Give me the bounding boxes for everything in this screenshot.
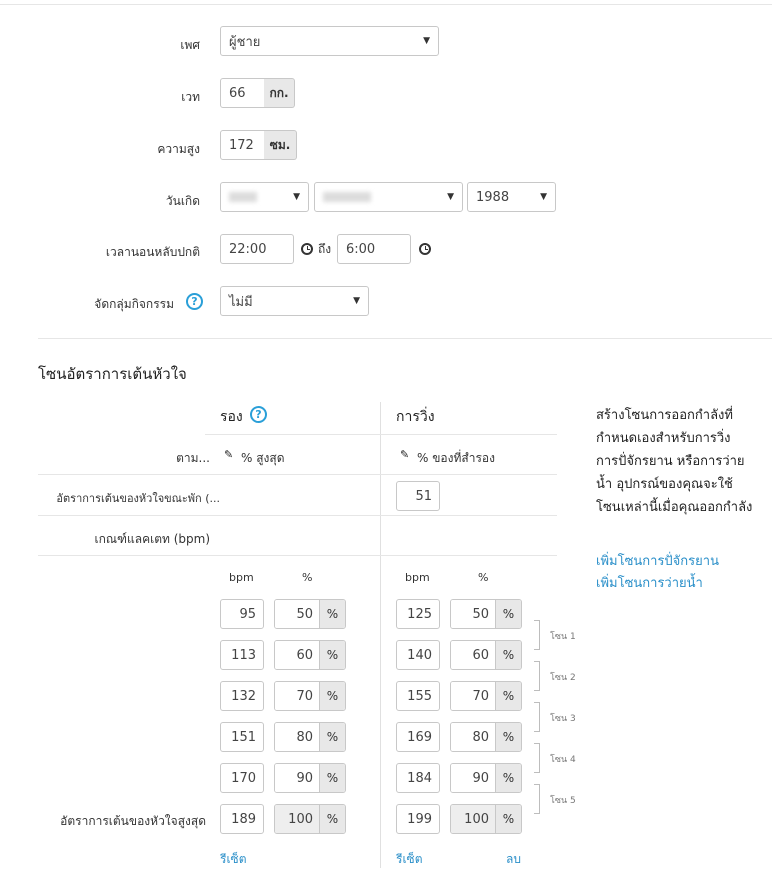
zone-bracket	[534, 661, 540, 691]
default-bpm-input[interactable]: 132	[220, 681, 264, 711]
pct-value[interactable]: 60	[451, 641, 495, 669]
weight-input[interactable]: 66	[220, 78, 265, 108]
default-bpm-input[interactable]: 113	[220, 640, 264, 670]
gender-label: เพศ	[180, 38, 200, 52]
birthday-label: วันเกิด	[165, 194, 200, 208]
sleep-label: เวลานอนหลับปกติ	[105, 245, 200, 259]
alarm-clock-icon[interactable]	[301, 243, 313, 255]
gender-select[interactable]	[220, 26, 439, 56]
running-bpm-input[interactable]: 140	[396, 640, 440, 670]
running-pct-input[interactable]	[450, 640, 522, 670]
by-label: ตาม...	[176, 451, 210, 465]
running-bpm-input[interactable]: 169	[396, 722, 440, 752]
help-icon[interactable]: ?	[250, 406, 267, 423]
pct-unit: %	[319, 641, 345, 669]
birth-day-select[interactable]	[220, 182, 309, 212]
gender-value: ผู้ชาย	[229, 34, 261, 50]
running-bpm-input[interactable]: 125	[396, 599, 440, 629]
default-pct-input[interactable]	[274, 763, 346, 793]
zone-label: โซน 3	[550, 714, 576, 724]
running-basis-link[interactable]: % ของที่สำรอง	[417, 451, 495, 465]
zone-label: โซน 1	[550, 632, 576, 642]
birth-year-select[interactable]	[467, 182, 556, 212]
pct-value: 100	[451, 805, 495, 833]
blurred-month	[323, 192, 371, 202]
pct-value[interactable]: 80	[275, 723, 319, 751]
birth-year-value: 1988	[476, 189, 510, 205]
zone-bracket	[534, 702, 540, 732]
running-pct-input[interactable]	[450, 681, 522, 711]
help-icon[interactable]: ?	[186, 293, 203, 310]
bpm-header: bpm	[229, 571, 254, 584]
default-pct-input[interactable]	[274, 640, 346, 670]
running-bpm-input[interactable]: 184	[396, 763, 440, 793]
default-max-pct-input	[274, 804, 346, 834]
default-basis-link[interactable]: % สูงสุด	[241, 451, 285, 465]
zone-bracket	[534, 784, 540, 814]
activity-select[interactable]	[220, 286, 369, 316]
section-divider	[38, 338, 772, 339]
pct-unit: %	[319, 805, 345, 833]
running-pct-input[interactable]	[450, 722, 522, 752]
pct-value: 100	[275, 805, 319, 833]
row-divider	[38, 555, 557, 556]
hr-zones-title: โซนอัตราการเต้นหัวใจ	[38, 365, 187, 383]
pct-unit: %	[319, 600, 345, 628]
row-divider	[205, 434, 557, 435]
default-bpm-input[interactable]: 95	[220, 599, 264, 629]
activity-label: จัดกลุ่มกิจกรรม	[94, 297, 174, 311]
sleep-to-label: ถึง	[318, 242, 332, 256]
pct-value[interactable]: 50	[275, 600, 319, 628]
height-unit: ซม.	[264, 130, 297, 160]
zone-label: โซน 2	[550, 673, 576, 683]
pencil-icon[interactable]: ✎	[224, 448, 234, 461]
running-reset-link[interactable]: รีเซ็ต	[396, 852, 423, 866]
pct-unit: %	[495, 600, 521, 628]
running-bpm-input[interactable]: 155	[396, 681, 440, 711]
pct-unit: %	[495, 805, 521, 833]
alarm-clock-icon[interactable]	[419, 243, 431, 255]
weight-label: เวท	[181, 90, 200, 104]
add-swim-zones-link[interactable]: เพิ่มโซนการว่ายน้ำ	[596, 576, 703, 591]
default-pct-input[interactable]	[274, 681, 346, 711]
weight-unit: กก.	[264, 78, 295, 108]
pct-unit: %	[495, 641, 521, 669]
pct-unit: %	[495, 682, 521, 710]
max-hr-label: อัตราการเต้นของหัวใจสูงสุด	[60, 814, 206, 828]
row-divider	[38, 515, 557, 516]
height-input[interactable]: 172	[220, 130, 265, 160]
zone-bracket	[534, 743, 540, 773]
pct-unit: %	[495, 723, 521, 751]
birth-month-select[interactable]	[314, 182, 463, 212]
running-pct-input[interactable]	[450, 763, 522, 793]
pct-value[interactable]: 60	[275, 641, 319, 669]
row-divider	[38, 474, 557, 475]
pct-value[interactable]: 80	[451, 723, 495, 751]
chevron-down-icon: ▼	[293, 192, 300, 202]
side-description: สร้างโซนการออกกำลังที่กำหนดเองสำหรับการวิ่ง การปั่จักรยาน หรือการว่ายน้ำ อุปกรณ์ของคุณจะใช้โซนเหล่านี้เมื่อคุณออกกำลัง	[596, 408, 753, 515]
running-max-bpm-input[interactable]: 199	[396, 804, 440, 834]
pct-unit: %	[319, 764, 345, 792]
default-reset-link[interactable]: รีเซ็ต	[220, 852, 247, 866]
pct-unit: %	[319, 723, 345, 751]
pencil-icon[interactable]: ✎	[400, 448, 410, 461]
default-bpm-input[interactable]: 151	[220, 722, 264, 752]
add-bike-zones-link[interactable]: เพิ่มโซนการปั่จักรยาน	[596, 554, 719, 569]
pct-value[interactable]: 90	[451, 764, 495, 792]
default-bpm-input[interactable]: 170	[220, 763, 264, 793]
chevron-down-icon: ▼	[540, 192, 547, 202]
pct-header: %	[478, 571, 489, 584]
running-max-pct-input	[450, 804, 522, 834]
zone-label: โซน 4	[550, 755, 576, 765]
chevron-down-icon: ▼	[423, 36, 430, 46]
resting-hr-label: อัตราการเต้นของหัวใจขณะพัก (...	[56, 492, 220, 505]
activity-value: ไม่มี	[229, 294, 253, 310]
pct-value[interactable]: 50	[451, 600, 495, 628]
default-pct-input[interactable]	[274, 599, 346, 629]
resting-hr-input[interactable]: 51	[396, 481, 440, 511]
sleep-start-input[interactable]: 22:00	[220, 234, 294, 264]
zone-bracket	[534, 620, 540, 650]
pct-unit: %	[319, 682, 345, 710]
pct-value[interactable]: 70	[275, 682, 319, 710]
pct-value[interactable]: 70	[451, 682, 495, 710]
pct-header: %	[302, 571, 313, 584]
top-divider	[0, 4, 772, 5]
column-separator	[380, 402, 381, 868]
chevron-down-icon: ▼	[353, 296, 360, 306]
pct-unit: %	[495, 764, 521, 792]
bpm-header: bpm	[405, 571, 430, 584]
default-max-bpm-input[interactable]: 189	[220, 804, 264, 834]
running-delete-link[interactable]: ลบ	[506, 852, 521, 866]
height-label: ความสูง	[157, 142, 200, 156]
lactate-label: เกณฑ์แลคเตท (bpm)	[94, 532, 210, 546]
sleep-end-input[interactable]: 6:00	[337, 234, 411, 264]
col-running-header: การวิ่ง	[396, 409, 435, 425]
pct-value[interactable]: 90	[275, 764, 319, 792]
default-pct-input[interactable]	[274, 722, 346, 752]
running-pct-input[interactable]	[450, 599, 522, 629]
col-default-header: รอง	[220, 409, 243, 425]
zone-label: โซน 5	[550, 796, 576, 806]
chevron-down-icon: ▼	[447, 192, 454, 202]
blurred-day	[229, 192, 257, 202]
